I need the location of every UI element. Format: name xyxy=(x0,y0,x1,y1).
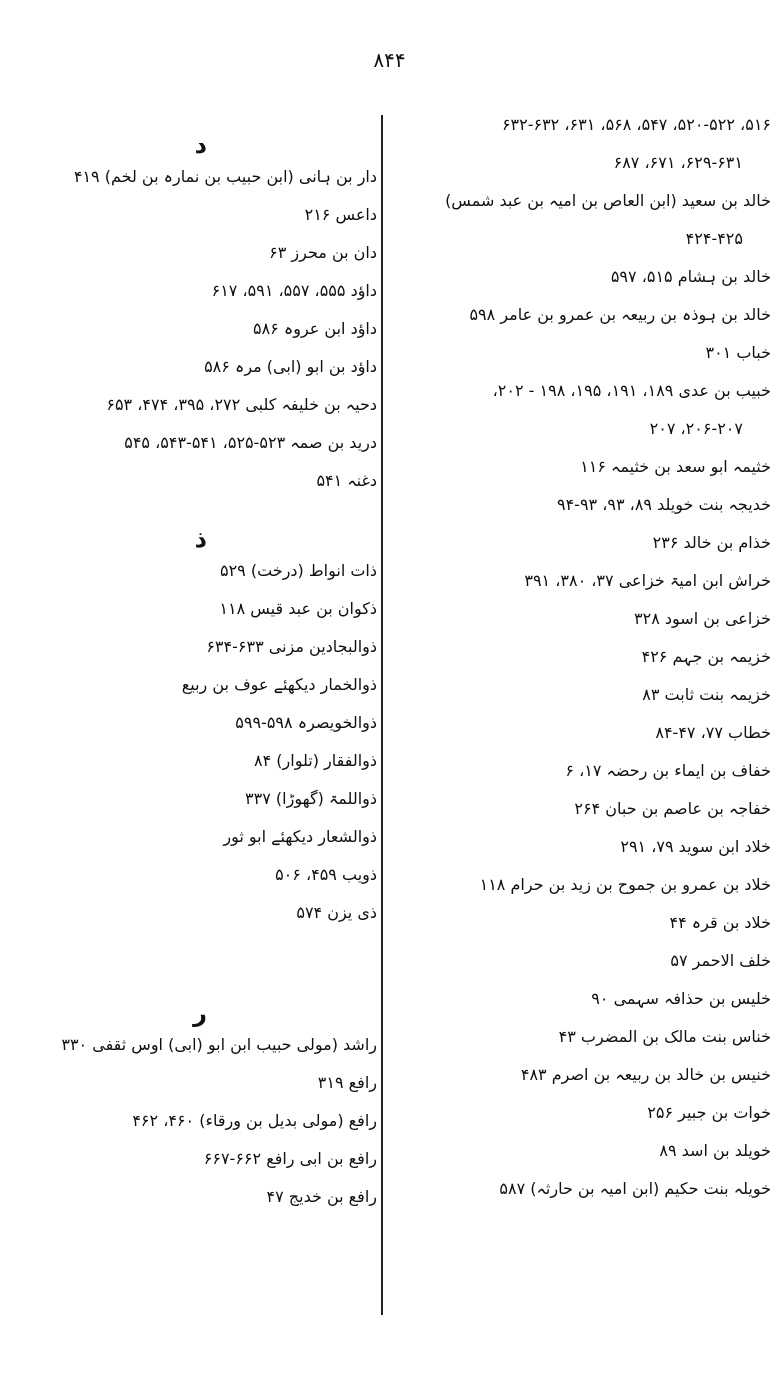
index-entry-continuation: ۴۲۴-۴۲۵ xyxy=(685,229,743,248)
index-entry: ذواللمۃ (گھوڑا) ۳۳۷ xyxy=(245,789,377,808)
index-entry: خلیس بن حذافہ سہمی ۹۰ xyxy=(591,989,771,1008)
index-entry: داعس ۲۱۶ xyxy=(304,205,377,224)
index-entry: خلف الاحمر ۵۷ xyxy=(670,951,771,970)
index-entry: خطاب ۷۷، ۴۷-۸۴ xyxy=(655,723,771,742)
index-entry: ۵۱۶، ۵۲۰-۵۲۲، ۵۴۷، ۵۶۸، ۶۳۱، ۶۳۲-۶۳۲ xyxy=(501,115,771,134)
index-entry: خثیمہ ابو سعد بن خثیمہ ۱۱۶ xyxy=(580,457,771,476)
index-entry: رافع بن ابی رافع ۶۶۲-۶۶۷ xyxy=(203,1149,377,1168)
index-entry: خلاد بن قرہ ۴۴ xyxy=(669,913,771,932)
index-entry: درید بن صمہ ۵۲۳-۵۲۵، ۵۴۱-۵۴۳، ۵۴۵ xyxy=(124,433,377,452)
index-entry: ذوالفقار (تلوار) ۸۴ xyxy=(254,751,377,770)
index-entry-continuation: ۲۰۶-۲۰۷، ۲۰۷ xyxy=(649,419,743,438)
index-entry: خراش ابن امیۃ خزاعی ۳۷، ۳۸۰، ۳۹۱ xyxy=(524,571,771,590)
page-number: ۸۴۴ xyxy=(373,48,406,72)
index-entry: خباب ۳۰۱ xyxy=(705,343,771,362)
index-entry: داؤد ابن عروہ ۵۸۶ xyxy=(252,319,377,338)
index-entry: رافع ۳۱۹ xyxy=(317,1073,377,1092)
index-entry: خلاد ابن سوید ۷۹، ۲۹۱ xyxy=(620,837,771,856)
index-entry: خناس بنت مالک بن المضرب ۴۳ xyxy=(558,1027,771,1046)
index-entry: خفاجہ بن عاصم بن حبان ۲۶۴ xyxy=(574,799,771,818)
index-entry: خزیمہ بنت ثابت ۸۳ xyxy=(642,685,771,704)
section-letter: ر xyxy=(193,999,207,1027)
index-entry: خنیس بن خالد بن ربیعہ بن اصرم ۴۸۳ xyxy=(520,1065,771,1084)
section-gap xyxy=(7,941,377,983)
index-entry: دحیہ بن خلیفہ کلبی ۲۷۲، ۳۹۵، ۴۷۴، ۶۵۳ xyxy=(106,395,377,414)
index-entry: خالد بن ہشام ۵۱۵، ۵۹۷ xyxy=(610,267,771,286)
section-letter: ذ xyxy=(194,525,207,553)
index-entry: رافع (مولی بدیل بن ورقاء) ۴۶۰، ۴۶۲ xyxy=(132,1111,377,1130)
index-entry: داؤد ۵۵۵، ۵۵۷، ۵۹۱، ۶۱۷ xyxy=(211,281,377,300)
index-entry: خویلہ بنت حکیم (ابن امیہ بن حارثہ) ۵۸۷ xyxy=(499,1179,771,1198)
index-entry: خالد بن سعید (ابن العاص بن امیہ بن عبد شمس) xyxy=(445,191,771,210)
index-entry: ذکوان بن عبد قیس ۱۱۸ xyxy=(219,599,377,618)
index-entry: خوات بن جبیر ۲۵۶ xyxy=(647,1103,771,1122)
index-entry: خفاف بن ایماء بن رحضہ ۱۷، ۶ xyxy=(565,761,771,780)
index-entry: دغنہ ۵۴۱ xyxy=(316,471,377,490)
index-entry: خویلد بن اسد ۸۹ xyxy=(659,1141,771,1160)
index-column-right xyxy=(401,115,771,1217)
index-entry: خزاعی بن اسود ۳۲۸ xyxy=(634,609,771,628)
index-entry: رافع بن خدیج ۴۷ xyxy=(266,1187,377,1206)
index-entry: خدیجہ بنت خویلد ۸۹، ۹۳، ۹۳-۹۴ xyxy=(556,495,771,514)
index-entry: ذوالبجادین مزنی ۶۳۳-۶۳۴ xyxy=(206,637,377,656)
index-entry: داؤد بن ابو (ابی) مرہ ۵۸۶ xyxy=(204,357,377,376)
index-entry: دار بن ہانی (ابن حبیب بن نمارہ بن لخم) ۴۱۹ xyxy=(73,167,377,186)
index-entry: ذی یزن ۵۷۴ xyxy=(296,903,377,922)
index-entry-continuation: ۶۲۹-۶۳۱، ۶۷۱، ۶۸۷ xyxy=(613,153,743,172)
index-column-left xyxy=(7,115,377,1225)
column-divider xyxy=(381,115,383,1315)
section-letter: د xyxy=(194,131,207,159)
index-entry: ذوالخویصرہ ۵۹۸-۵۹۹ xyxy=(235,713,377,732)
index-entry: ذویب ۴۵۹، ۵۰۶ xyxy=(275,865,377,884)
index-entry: خذام بن خالد ۲۳۶ xyxy=(652,533,771,552)
index-entry: خزیمہ بن جہم ۴۲۶ xyxy=(641,647,771,666)
index-entry: ذات انواط (درخت) ۵۲۹ xyxy=(219,561,377,580)
index-entry: دان بن محرز ۶۳ xyxy=(269,243,377,262)
index-entry: خبیب بن عدی ۱۸۹، ۱۹۱، ۱۹۵، ۱۹۸ - ۲۰۲، xyxy=(492,381,771,400)
index-entry: خالد بن ہوذہ بن ربیعہ بن عمرو بن عامر ۵۹۸ xyxy=(469,305,771,324)
index-entry: راشد (مولی حبیب ابن ابو (ابی) اوس ثقفی ۳۳۰ xyxy=(61,1035,377,1054)
index-entry: خلاد بن عمرو بن جموح بن زید بن حرام ۱۱۸ xyxy=(479,875,771,894)
index-entry: ذوالخمار دیکھئے عوف بن ربیع xyxy=(181,675,377,694)
index-entry: ذوالشعار دیکھئے ابو ثور xyxy=(223,827,377,846)
